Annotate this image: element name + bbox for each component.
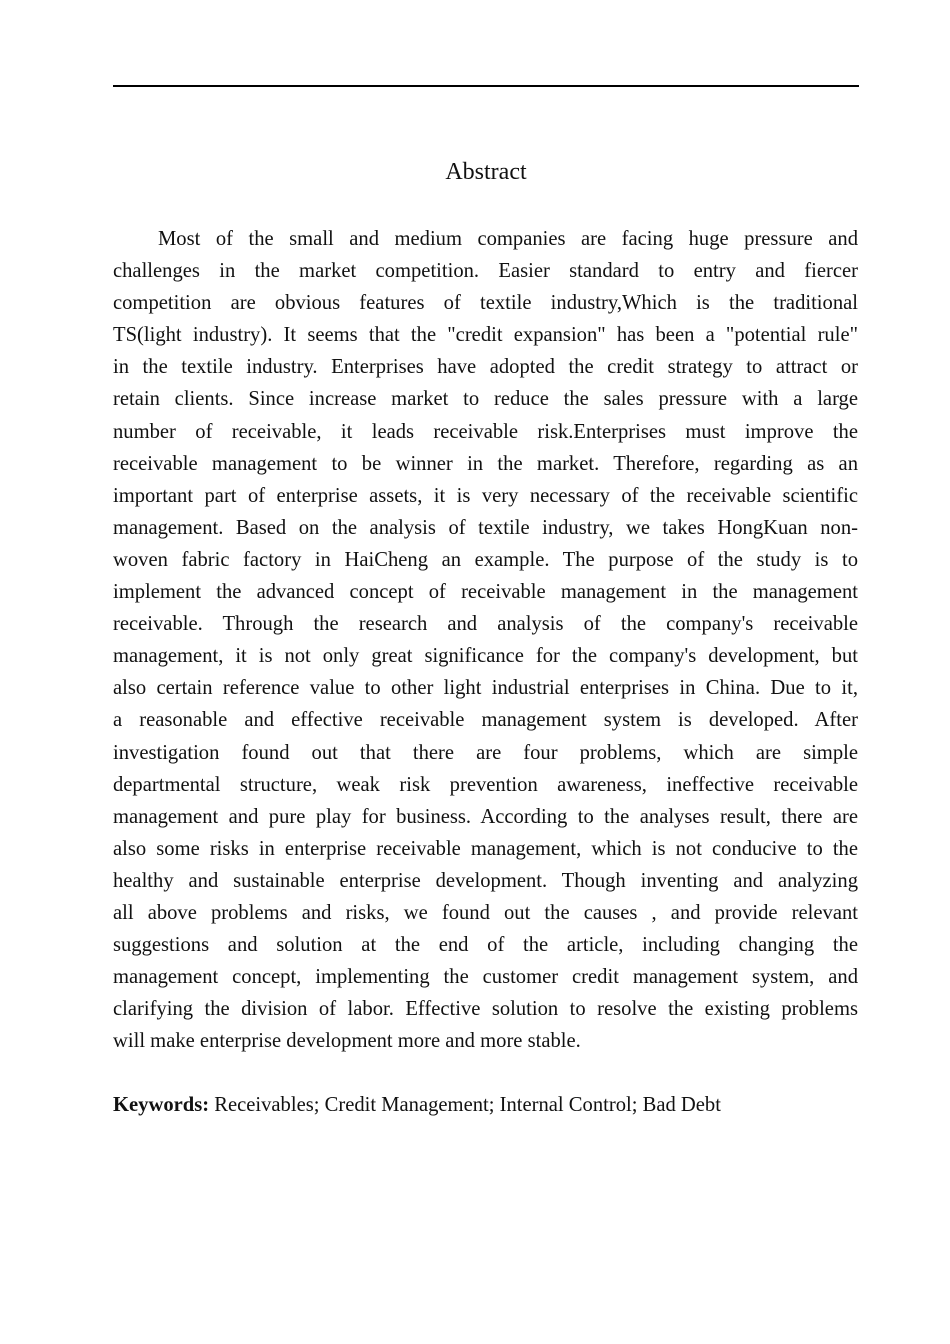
abstract-paragraph: [113, 223, 858, 1057]
abstract-line: woven fabric factory in HaiCheng an example. The purpose of the study is to: [113, 548, 858, 571]
abstract-line: investigation found out that there are four problems, which are simple: [113, 741, 858, 764]
abstract-line: management. Based on the analysis of textile industry, we takes HongKuan non-: [113, 516, 858, 539]
header-rule: [113, 85, 859, 87]
abstract-line: in the textile industry. Enterprises have adopted the credit strategy to attract or: [113, 356, 858, 379]
abstract-line: challenges in the market competition. Easier standard to entry and fiercer: [113, 260, 858, 283]
abstract-line: will make enterprise development more and more stable.: [113, 1030, 581, 1053]
abstract-line: all above problems and risks, we found out the causes , and provide relevant: [113, 901, 858, 924]
abstract-title: Abstract: [445, 159, 527, 185]
abstract-line: TS(light industry). It seems that the "credit expansion" has been a "potential rule": [113, 324, 858, 347]
abstract-line: receivable. Through the research and analysis of the company's receivable: [113, 613, 858, 636]
abstract-line: implement the advanced concept of receivable management in the management: [113, 581, 858, 604]
abstract-line: retain clients. Since increase market to reduce the sales pressure with a large: [113, 388, 858, 411]
keywords-line: [113, 1089, 721, 1121]
abstract-line: suggestions and solution at the end of the article, including changing the: [113, 934, 858, 957]
abstract-line: management, it is not only great significance for the company's development, but: [113, 645, 858, 668]
abstract-line: competition are obvious features of textile industry,Which is the traditional: [113, 292, 858, 315]
abstract-line: departmental structure, weak risk prevention awareness, ineffective receivable: [113, 773, 858, 796]
abstract-line: healthy and sustainable enterprise development. Though inventing and analyzing: [113, 869, 858, 892]
abstract-line: receivable management to be winner in the market. Therefore, regarding as an: [113, 452, 858, 475]
abstract-line: management and pure play for business. According to the analyses result, there are: [113, 805, 858, 828]
abstract-line: number of receivable, it leads receivable risk.Enterprises must improve the: [113, 420, 858, 443]
keywords-value: Receivables; Credit Management; Internal Control; Bad Debt: [209, 1094, 721, 1116]
abstract-line: management concept, implementing the customer credit management system, and: [113, 966, 858, 989]
abstract-line: important part of enterprise assets, it is very necessary of the receivable scientific: [113, 484, 858, 507]
abstract-line: Most of the small and medium companies are facing huge pressure and: [158, 228, 858, 250]
abstract-line: a reasonable and effective receivable management system is developed. After: [113, 709, 858, 732]
abstract-line: also certain reference value to other light industrial enterprises in China. Due to it,: [113, 677, 858, 700]
abstract-line: also some risks in enterprise receivable management, which is not conducive to the: [113, 837, 858, 860]
abstract-line: clarifying the division of labor. Effective solution to resolve the existing problems: [113, 998, 858, 1021]
keywords-label: Keywords:: [113, 1094, 210, 1116]
